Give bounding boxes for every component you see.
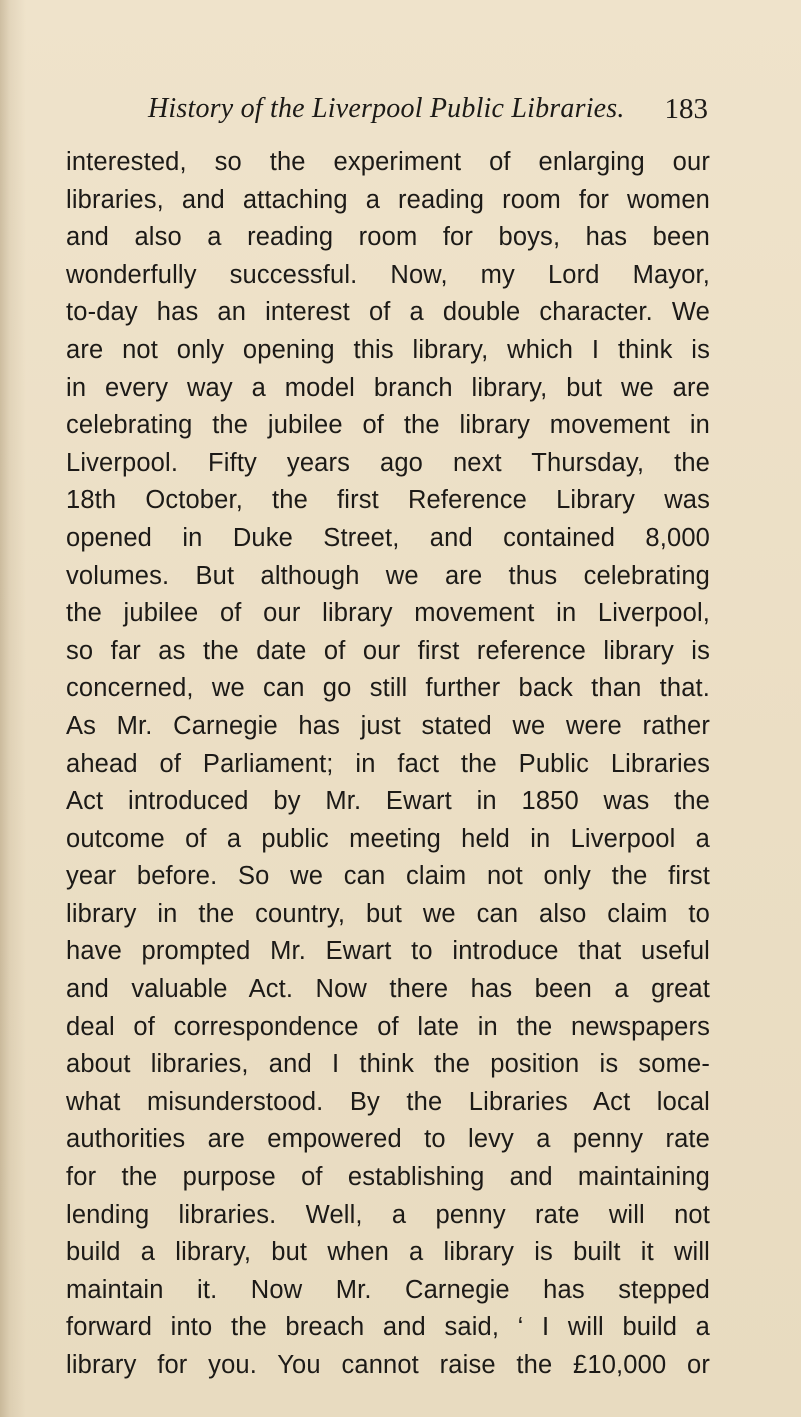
text-line: the jubilee of our library movement in Liverpool, [66,599,710,628]
text-line: are not only opening this library, which I think is [66,335,710,364]
text-line: for the purpose of establishing and maintaining [66,1163,710,1192]
text-line: in every way a model branch library, but we are [66,373,710,402]
page-number: 183 [664,93,708,125]
text-line: celebrating the jubilee of the library movement in [66,411,710,440]
text-line: authorities are empowered to levy a penny rate [66,1125,710,1154]
text-line: year before. So we can claim not only the first [66,862,710,891]
text-line: interested, so the experiment of enlarging our [66,148,710,176]
text-line: forward into the breach and said, ‘ I will build a [66,1313,710,1342]
text-line: to-day has an interest of a double character. We [66,298,710,327]
running-title: History of the Liverpool Public Libraries. [148,93,625,124]
text-line: As Mr. Carnegie has just stated we were rather [66,711,710,740]
text-line: and valuable Act. Now there has been a great [66,975,710,1004]
text-line: have prompted Mr. Ewart to introduce that useful [66,937,710,966]
text-line: about libraries, and I think the position is some- [66,1050,710,1079]
text-line: lending libraries. Well, a penny rate will not [66,1200,710,1229]
text-line: what misunderstood. By the Libraries Act local [66,1087,710,1116]
text-line: maintain it. Now Mr. Carnegie has stepped [66,1275,710,1304]
text-line: Liverpool. Fifty years ago next Thursday, the [66,448,710,477]
text-line: build a library, but when a library is built it will [66,1238,710,1267]
text-line: concerned, we can go still further back than that. [66,674,710,703]
text-line: deal of correspondence of late in the newspapers [66,1012,710,1041]
text-line: wonderfully successful. Now, my Lord Mayor, [66,260,710,289]
text-line: ahead of Parliament; in fact the Public Libraries [66,749,710,778]
page-header [148,92,708,132]
text-line: so far as the date of our first reference library is [66,636,710,665]
text-line: libraries, and attaching a reading room for women [66,185,710,214]
body-text [66,144,710,1385]
text-line: volumes. But although we are thus celebrating [66,561,710,590]
text-line: outcome of a public meeting held in Liverpool a [66,824,710,853]
text-line: and also a reading room for boys, has been [66,223,710,252]
text-line: library for you. You cannot raise the £10,000 or [66,1351,710,1379]
text-line: library in the country, but we can also claim to [66,899,710,928]
text-line: Act introduced by Mr. Ewart in 1850 was the [66,787,710,816]
text-line: opened in Duke Street, and contained 8,000 [66,523,710,552]
text-line: 18th October, the first Reference Library was [66,486,710,515]
